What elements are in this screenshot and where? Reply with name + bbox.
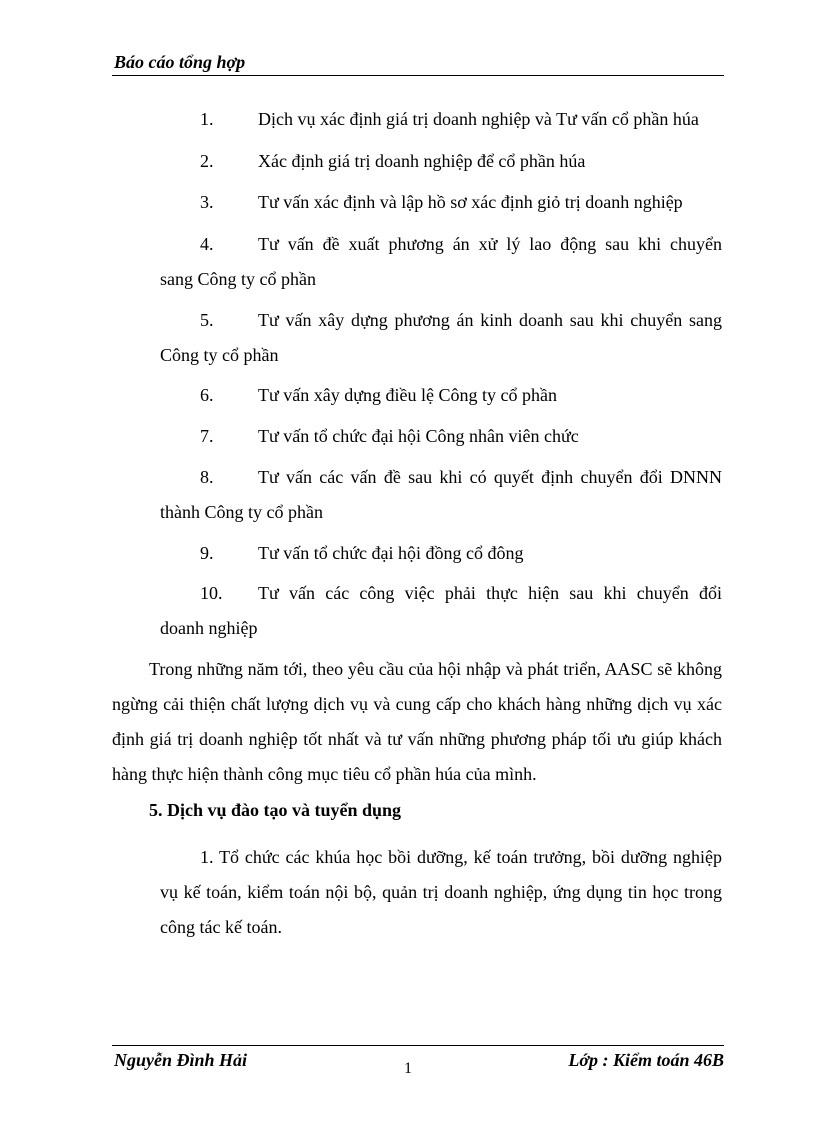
list-item-5 <box>160 303 722 373</box>
list-text: Tư vấn các công việc phải thực hiện sau khi chuyển đổi <box>258 583 722 603</box>
list-text-continued: doanh nghiệp <box>160 618 258 638</box>
list-text-continued: Công ty cổ phần <box>160 345 279 365</box>
list-text: Tư vấn xây dựng điều lệ Công ty cổ phần <box>258 385 557 405</box>
list-item-8 <box>160 460 722 530</box>
footer-author: Nguyễn Đình Hải <box>114 1050 248 1070</box>
list-item-7 <box>160 419 722 454</box>
list-text-continued: sang Công ty cổ phần <box>160 269 316 289</box>
list-number: 7. <box>200 426 214 446</box>
list-text: Tư vấn đề xuất phương án xử lý lao động sau khi chuyển <box>258 234 722 254</box>
list-item-6 <box>160 378 722 413</box>
list-item-9 <box>160 536 722 571</box>
list-text: Tư vấn tổ chức đại hội Công nhân viên chức <box>258 426 579 446</box>
list-number: 5. <box>200 310 214 330</box>
page-header-title: Báo cáo tổng hợp <box>114 52 246 72</box>
list-text: Tư vấn các vấn đề sau khi có quyết định chuyển đổi DNNN <box>258 467 722 487</box>
list-number: 3. <box>200 192 214 212</box>
list-item-1 <box>160 102 722 137</box>
list-text-continued: thành Công ty cổ phần <box>160 502 323 522</box>
list-item-3 <box>160 185 722 220</box>
footer-class: Lớp : Kiểm toán 46B <box>568 1050 724 1070</box>
list-item-10 <box>160 576 722 646</box>
list-text: Dịch vụ xác định giá trị doanh nghiệp và Tư vấn cổ phần húa <box>258 109 699 129</box>
page-number: 1 <box>404 1060 412 1077</box>
list-text: Xác định giá trị doanh nghiệp để cổ phần húa <box>258 151 586 171</box>
list-number: 4. <box>200 234 214 254</box>
list-number: 6. <box>200 385 214 405</box>
list-text: Tư vấn xác định và lập hồ sơ xác định giỏ trị doanh nghiệp <box>258 192 683 212</box>
section-heading: 5. Dịch vụ đào tạo và tuyển dụng <box>149 800 402 820</box>
footer-divider <box>112 1045 724 1046</box>
body-paragraph: Trong những năm tới, theo yêu cầu của hội nhập và phát triển, AASC sẽ không ngừng cải thiện chất lượng dịch vụ và cung cấp cho khách hàng những dịch vụ xác định giá trị doanh nghiệp tốt nhất và tư vấn những phương pháp tối ưu giúp khách hàng thực hiện thành công mục tiêu cổ phần húa của mình. <box>112 659 722 784</box>
list-number: 2. <box>200 151 214 171</box>
header-divider <box>112 75 724 76</box>
list-text: Tư vấn xây dựng phương án kinh doanh sau khi chuyển sang <box>258 310 722 330</box>
list-number: 9. <box>200 543 214 563</box>
list-item-4 <box>160 227 722 297</box>
section-list-item-1: 1. Tổ chức các khúa học bồi dưỡng, kế toán trưởng, bồi dưỡng nghiệp vụ kế toán, kiểm toán nội bộ, quản trị doanh nghiệp, ứng dụng tin học trong công tác kế toán. <box>160 847 722 937</box>
list-number: 1. <box>200 109 214 129</box>
list-number: 8. <box>200 467 214 487</box>
list-text: Tư vấn tổ chức đại hội đồng cổ đông <box>258 543 524 563</box>
list-item-2 <box>160 144 722 179</box>
list-number: 10. <box>200 583 223 603</box>
